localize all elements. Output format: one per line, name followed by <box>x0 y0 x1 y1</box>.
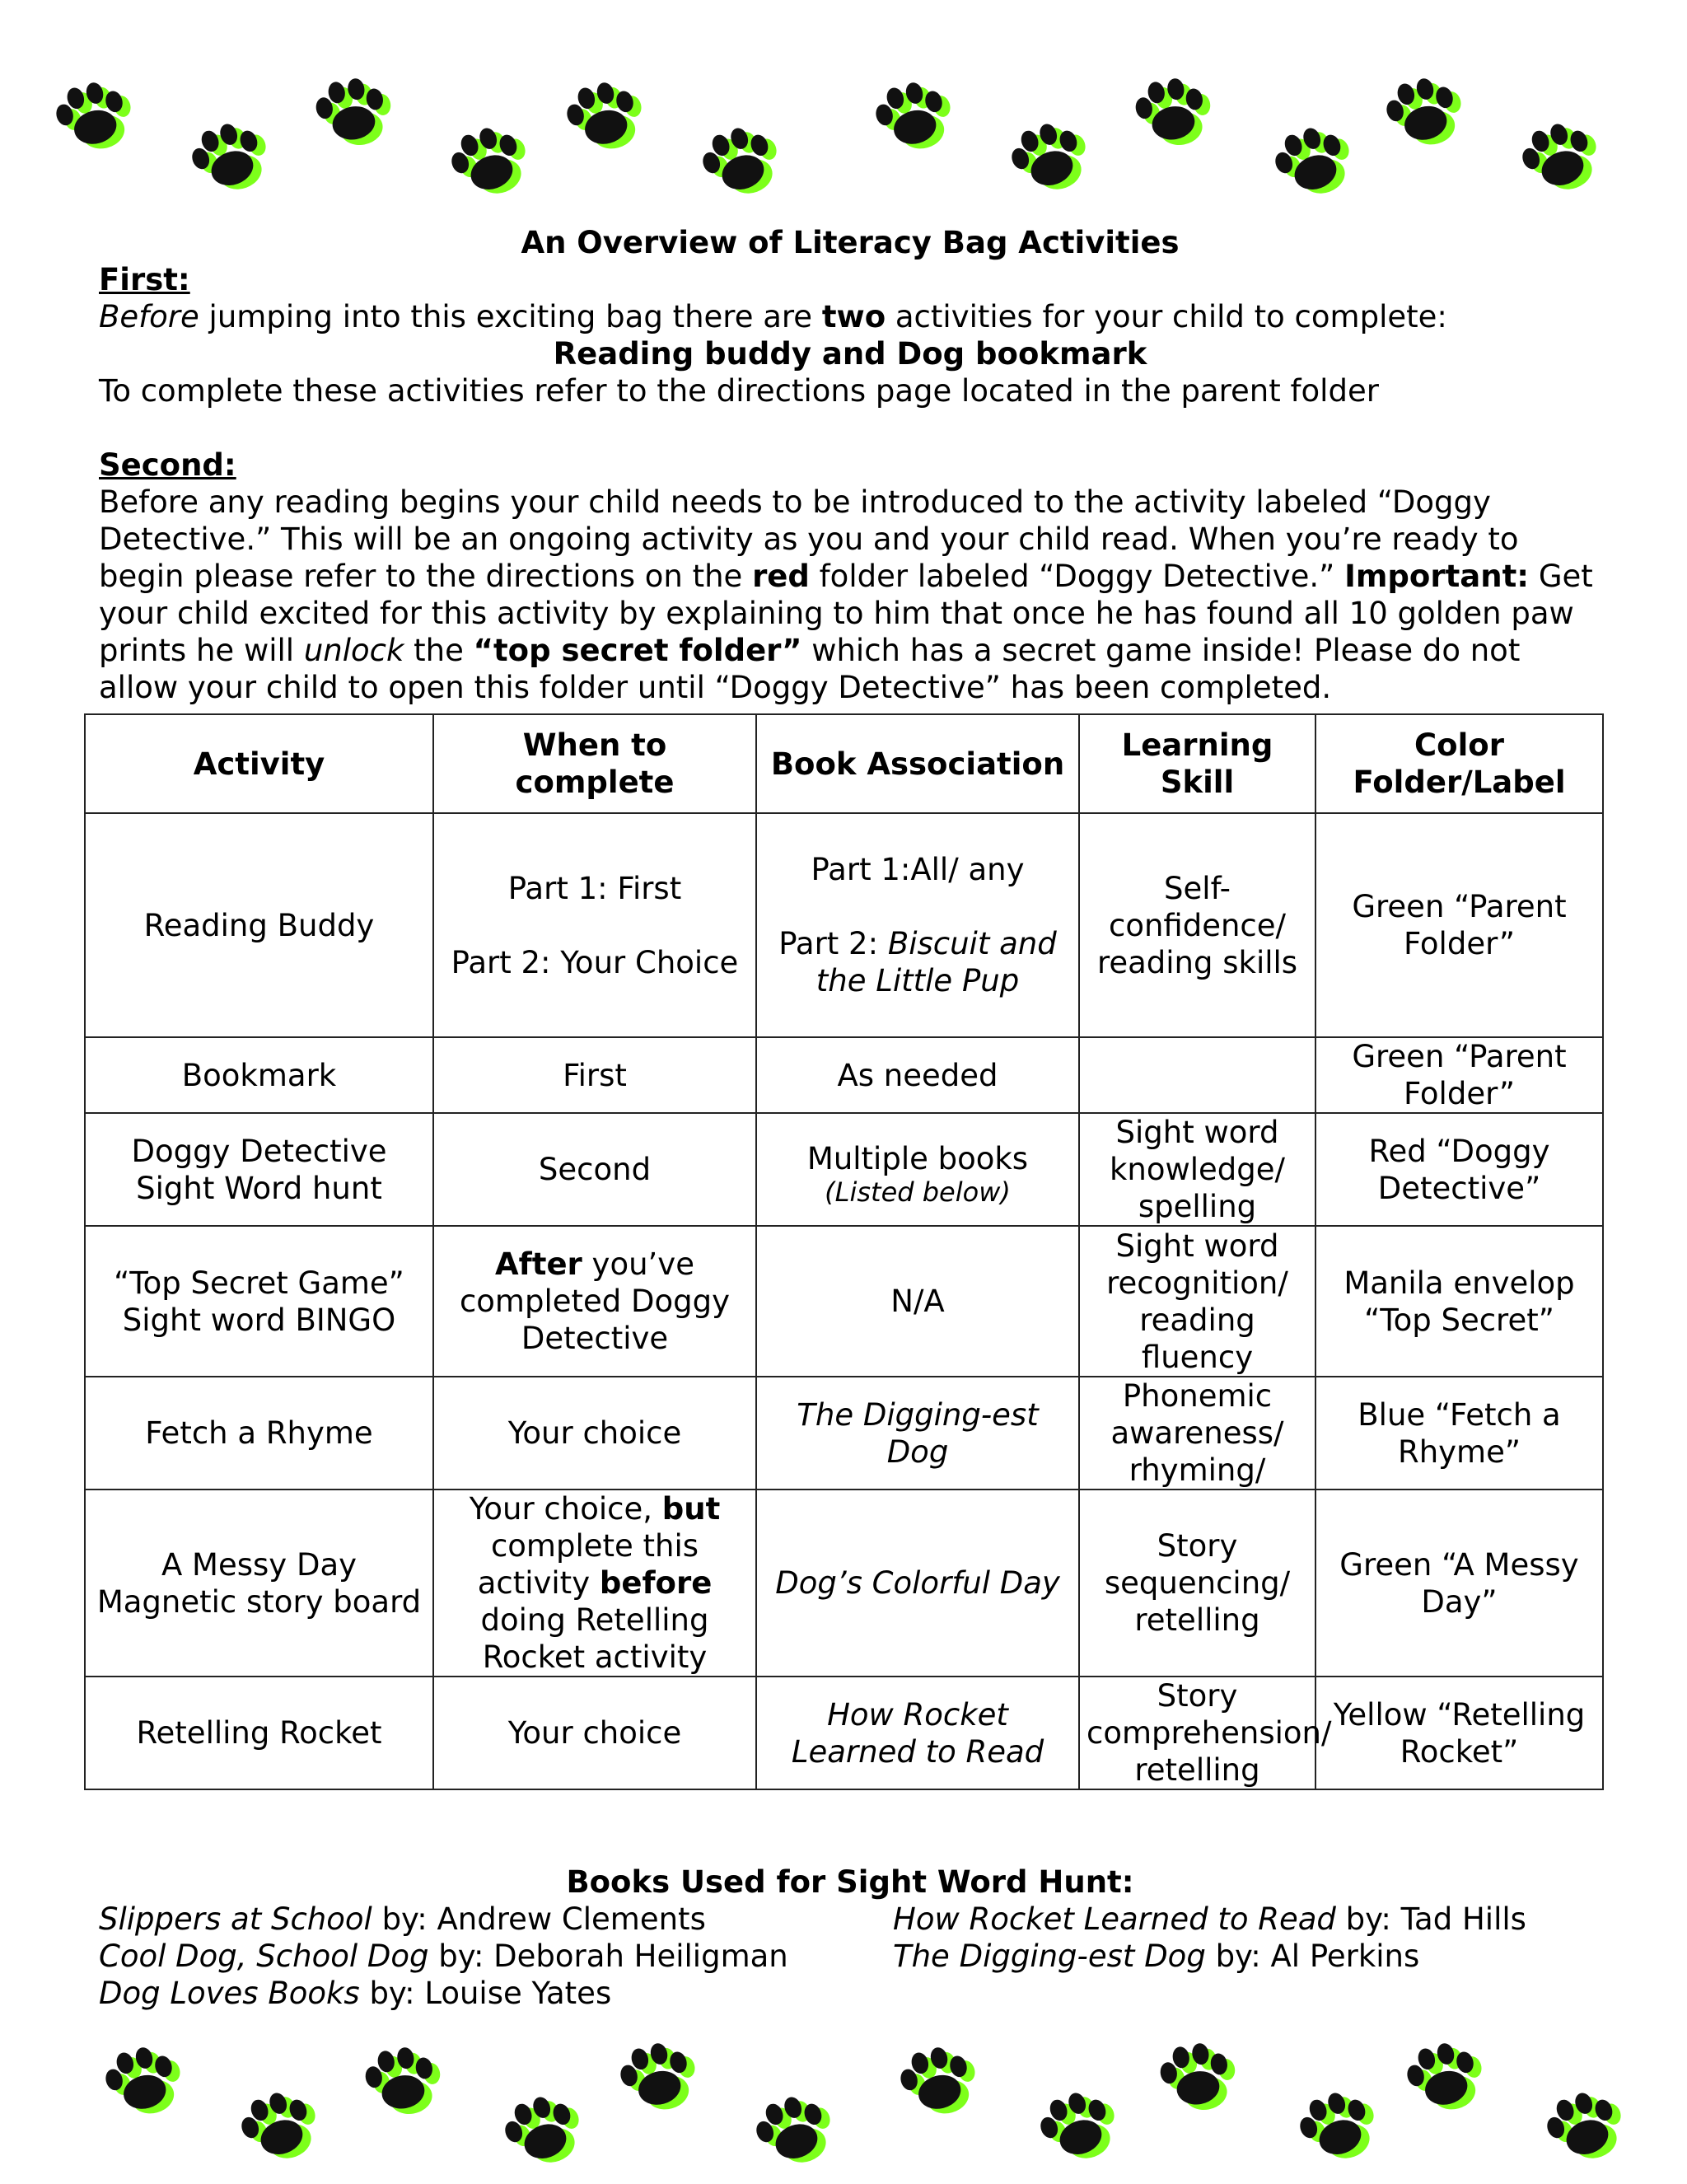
cell-activity: Fetch a Rhyme <box>85 1377 433 1490</box>
activities-table <box>84 713 1604 1790</box>
header-activity: Activity <box>85 714 433 813</box>
cell-when <box>433 813 756 1037</box>
book-title: The Digging-est Dog <box>893 1938 1206 1974</box>
when-after: After <box>495 1246 582 1282</box>
cell-skill: Story comprehension/ retelling <box>1079 1677 1315 1789</box>
second-text-1: Before any reading begins your child needs to be introduced to the activity labeled “Doggy Detective.” This will be an ongoing activity as you and your child read. When you’re ready to begin please refer to the directions on the <box>99 484 1519 594</box>
book-title: How Rocket Learned to Read <box>893 1901 1336 1937</box>
cell-when <box>433 1226 756 1377</box>
books-section <box>99 1864 1601 2012</box>
second-heading: Second: <box>99 447 236 483</box>
cell-skill <box>1079 1037 1315 1113</box>
cell-when: First <box>433 1037 756 1113</box>
cell-book: How Rocket Learned to Read <box>756 1677 1079 1789</box>
paw-print-icon <box>1122 63 1226 160</box>
when-d: doing Retelling Rocket activity <box>480 1602 709 1675</box>
book-title: Slippers at School <box>99 1901 372 1937</box>
cell-color: Green “A Messy Day” <box>1315 1490 1603 1677</box>
table-row <box>85 1377 1603 1490</box>
second-text-2: folder labeled “Doggy Detective.” <box>809 559 1345 594</box>
book-author: by: Tad Hills <box>1335 1901 1526 1937</box>
paw-print-icon <box>302 63 406 160</box>
table-row <box>85 813 1603 1037</box>
first-two: two <box>821 299 886 334</box>
book-note: (Listed below) <box>825 1176 1011 1208</box>
book-title: Multiple books <box>806 1141 1029 1176</box>
second-important: Important: <box>1344 559 1530 594</box>
cell-book <box>756 813 1079 1037</box>
cell-book: The Digging-est Dog <box>756 1377 1079 1490</box>
cell-book: N/A <box>756 1226 1079 1377</box>
cell-when <box>433 1490 756 1677</box>
when-part2: Part 2: Your Choice <box>451 944 739 980</box>
paw-print-icon <box>993 102 1107 211</box>
first-mid: jumping into this exciting bag there are <box>199 299 822 334</box>
first-before: Before <box>99 299 199 334</box>
cell-skill: Self-confidence/ reading skills <box>1079 813 1315 1037</box>
paw-print-icon <box>352 2032 456 2129</box>
bottom-paw-border <box>0 2035 1687 2158</box>
second-unlock: unlock <box>303 633 404 668</box>
when-a: Your choice, <box>469 1491 662 1527</box>
paw-print-icon <box>1257 106 1371 215</box>
cell-when: Your choice <box>433 1677 756 1789</box>
book-author: by: Louise Yates <box>359 1976 612 2011</box>
when-rest: you’ve completed Doggy Detective <box>459 1246 731 1356</box>
cell-activity: Reading Buddy <box>85 813 433 1037</box>
second-text-3: Get your child excited for this activity by explaining to him that once he has found all 10 golden paw prints he will <box>99 559 1593 668</box>
cell-skill: Story sequencing/ retelling <box>1079 1490 1315 1677</box>
cell-when: Your choice <box>433 1377 756 1490</box>
table-row <box>85 1490 1603 1677</box>
cell-skill: Sight word knowledge/ spelling <box>1079 1113 1315 1226</box>
paw-print-icon <box>551 63 660 166</box>
first-directions: To complete these activities refer to the directions page located in the parent folder <box>99 373 1379 409</box>
list-item <box>893 1938 1419 1975</box>
paw-print-icon <box>223 2071 337 2180</box>
first-activities: Reading buddy and Dog bookmark <box>553 336 1147 372</box>
book-author: by: Andrew Clements <box>372 1901 706 1937</box>
second-text-4: the <box>404 633 474 668</box>
header-color: Color Folder/Label <box>1315 714 1603 813</box>
paw-print-icon <box>90 2028 199 2131</box>
cell-activity: “Top Secret Game” Sight word BINGO <box>85 1226 433 1377</box>
paw-print-icon <box>174 102 287 211</box>
cell-skill: Phonemic awareness/ rhyming/ <box>1079 1377 1315 1490</box>
cell-color: Yellow “Retelling Rocket” <box>1315 1677 1603 1789</box>
paw-print-icon <box>738 2075 852 2184</box>
cell-book: As needed <box>756 1037 1079 1113</box>
book-author: by: Al Perkins <box>1205 1938 1420 1974</box>
cell-color: Green “Parent Folder” <box>1315 813 1603 1037</box>
cell-color: Green “Parent Folder” <box>1315 1037 1603 1113</box>
when-but: but <box>661 1491 721 1527</box>
book-title: Dog Loves Books <box>99 1976 360 2011</box>
second-paragraph <box>99 484 1601 706</box>
when-c: complete this activity <box>477 1528 699 1601</box>
list-item <box>893 1901 1526 1938</box>
paw-print-icon <box>1282 2071 1395 2180</box>
paw-print-icon <box>1391 2024 1500 2127</box>
book-title: Cool Dog, School Dog <box>99 1938 429 1974</box>
cell-activity: Bookmark <box>85 1037 433 1113</box>
header-when: When to complete <box>433 714 756 813</box>
list-item <box>99 1901 893 1938</box>
page-title: An Overview of Literacy Bag Activities <box>521 225 1180 260</box>
first-heading: First: <box>99 262 190 297</box>
when-before: before <box>599 1565 713 1601</box>
first-end: activities for your child to complete: <box>886 299 1447 334</box>
book-author: by: Deborah Heiligman <box>428 1938 788 1974</box>
cell-activity: A Messy Day Magnetic story board <box>85 1490 433 1677</box>
table-row <box>85 1113 1603 1226</box>
paw-print-icon <box>860 63 969 166</box>
header-skill: Learning Skill <box>1079 714 1315 813</box>
paw-print-icon <box>433 106 547 215</box>
books-heading: Books Used for Sight Word Hunt: <box>566 1864 1134 1900</box>
paw-print-icon <box>605 2024 713 2127</box>
paw-print-icon <box>1371 59 1479 162</box>
cell-color: Manila envelop “Top Secret” <box>1315 1226 1603 1377</box>
second-topsecret: “top secret folder” <box>473 633 802 668</box>
list-item <box>99 1938 893 1975</box>
top-paw-border <box>0 66 1687 189</box>
book-part2-label: Part 2: <box>778 926 888 961</box>
paw-print-icon <box>1147 2027 1250 2125</box>
cell-book <box>756 1113 1079 1226</box>
cell-color: Red “Doggy Detective” <box>1315 1113 1603 1226</box>
cell-book: Dog’s Colorful Day <box>756 1490 1079 1677</box>
paw-print-icon <box>1529 2071 1643 2180</box>
table-header-row <box>85 714 1603 813</box>
cell-skill: Sight word recognition/ reading fluency <box>1079 1226 1315 1377</box>
table-row <box>85 1037 1603 1113</box>
book-part2-title: Biscuit and the Little Pup <box>815 926 1057 998</box>
book-part1: Part 1:All/ any <box>811 852 1025 887</box>
paw-print-icon <box>1504 102 1618 211</box>
cell-activity: Retelling Rocket <box>85 1677 433 1789</box>
table-row <box>85 1226 1603 1377</box>
second-red: red <box>752 559 810 594</box>
when-part1: Part 1: First <box>507 870 682 906</box>
first-line <box>99 298 1601 335</box>
cell-when: Second <box>433 1113 756 1226</box>
table-row <box>85 1677 1603 1789</box>
paw-print-icon <box>1022 2071 1136 2180</box>
cell-color: Blue “Fetch a Rhyme” <box>1315 1377 1603 1490</box>
paw-print-icon <box>885 2028 993 2131</box>
second-text-5: which has a secret game inside! Please do not allow your child to open this folder until “Doggy Detective” has been completed. <box>99 633 1521 705</box>
cell-activity: Doggy Detective Sight Word hunt <box>85 1113 433 1226</box>
paw-print-icon <box>685 106 798 215</box>
paw-print-icon <box>487 2075 600 2184</box>
paw-print-icon <box>40 63 149 166</box>
intro-section <box>99 224 1601 706</box>
list-item <box>99 1975 893 2012</box>
header-book: Book Association <box>756 714 1079 813</box>
